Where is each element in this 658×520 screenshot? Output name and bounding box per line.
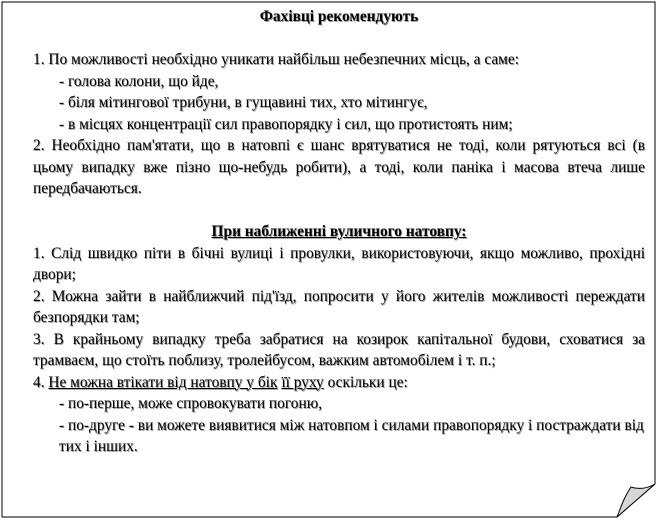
section1-bullet-2: - біля мітингової трибуни, в гущавині тих, хто мітингує, [59, 94, 428, 111]
section2-item4 [33, 372, 645, 394]
section2-bullet-1: - по-перше, може спровокувати погоню, [59, 395, 323, 412]
section2-item1: 1. Слід швидко піти в бічні вулиці і провулки, використовуючи, якщо можливо, прохідні двори; [33, 244, 645, 283]
blank-line [33, 200, 645, 222]
blank-line [33, 28, 645, 50]
section2-item2: 2. Можна зайти в найближчий під'їзд, попросити у його жителів можливості переждати безпорядки там; [33, 287, 645, 326]
section1-bullet-1: - голова колони, що йде, [59, 72, 219, 90]
section2-item4-underlined-1: Не можна втікати від натовпу у бік [48, 373, 278, 391]
document-title: Фахівці рекомендують [259, 8, 419, 25]
section1-bullet-3: - в місцях концентрації сил правопорядку і сил, що протистоять ним; [59, 115, 513, 133]
section2-item4-suffix: оскільки це: [323, 373, 408, 391]
section2-item4-prefix: 4. [33, 373, 49, 391]
section2-item4-underlined-2: її руху [281, 373, 324, 391]
document-body [33, 6, 645, 458]
section1-item2: 2. Необхідно пам'ятати, що в натовпі є шанс врятуватися не тоді, коли рятуються всі (в цьому випадку вже пізно що-небудь робити), а тоді, коли паніка і масова втеча лише передбачаються. [33, 137, 645, 197]
section2-bullet-2: - по-друге - ви можете виявитися між натовпом і силами правопорядку і постраждати від тих і інших. [59, 416, 644, 455]
section2-item3: 3. В крайньому випадку треба забратися на козирок капітальної будови, сховатися за трамваєм, що стоїть поблизу, тролейбусом, важким автомобілем і т. п.; [33, 330, 645, 369]
section1-item1: 1. По можливості необхідно уникати найбільш небезпечних місць, а саме: [33, 51, 520, 68]
section2-heading: При наближенні вуличного натовпу: [211, 223, 467, 240]
